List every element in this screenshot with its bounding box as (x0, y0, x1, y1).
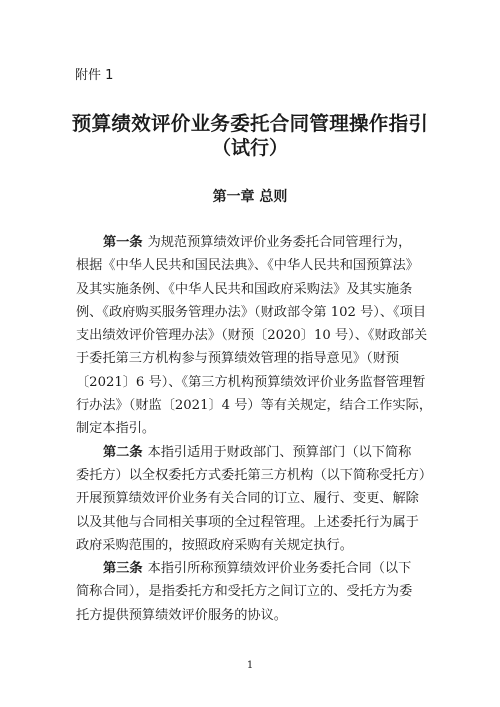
page-number: 1 (246, 660, 254, 671)
paragraph-line (76, 231, 428, 254)
document-title: 预算绩效评价业务委托合同管理操作指引 (71, 112, 429, 135)
document-title-subtitle: （试行） (211, 137, 288, 159)
paragraph-line: 制定本指引。 (76, 421, 156, 437)
article-text: 为规范预算绩效评价业务委托合同管理行为， (147, 235, 412, 250)
paragraph-line: 开展预算绩效评价业务有关合同的订立、履行、变更、解除 (76, 491, 419, 507)
paragraph-line: 行办法》（财监〔2021〕4 号）等有关规定，结合工作实际， (76, 398, 433, 414)
paragraph-line (76, 441, 428, 464)
article-text: 本指引适用于财政部门、预算部门（以下简称 (147, 444, 412, 460)
document-body (76, 231, 433, 627)
paragraph-line (76, 557, 428, 580)
paragraph-line: 委托方）以全权委托方式委托第三方机构（以下简称受托方） (76, 467, 433, 483)
paragraph-line: 例、《政府购买服务管理办法》（财政部令第 102 号）、《项目 (76, 304, 427, 320)
article-text: 本指引所称预算绩效评价业务委托合同（以下 (147, 561, 412, 577)
article-label: 第三条 (103, 561, 143, 577)
paragraph-line: 以及其他与合同相关事项的全过程管理。上述委托行为属于 (76, 514, 419, 530)
paragraph-line: 托方提供预算绩效评价服务的协议。 (76, 607, 287, 623)
paragraph-line: 于委托第三方机构参与预算绩效管理的指导意见》（财预 (76, 351, 400, 367)
paragraph-line: 〔2021〕6 号）、《第三方机构预算绩效评价业务监督管理暂 (76, 374, 426, 390)
chapter-heading: 第一章 总则 (212, 189, 288, 205)
article-label: 第二条 (103, 444, 143, 460)
paragraph-line: 简称合同），是指委托方和受托方之间订立的、受托方为委 (76, 584, 413, 600)
paragraph-line: 及其实施条例、《中华人民共和国政府采购法》及其实施条 (76, 281, 413, 297)
paragraph-line: 支出绩效评价管理办法》（财预〔2020〕10 号）、《财政部关 (76, 328, 428, 344)
paragraph-line: 根据《中华人民共和国民法典》、《中华人民共和国预算法》 (76, 258, 419, 274)
attachment-label: 附件 1 (75, 68, 114, 83)
paragraph-line: 政府采购范围的，按照政府采购有关规定执行。 (76, 537, 353, 553)
article-label: 第一条 (103, 235, 143, 250)
